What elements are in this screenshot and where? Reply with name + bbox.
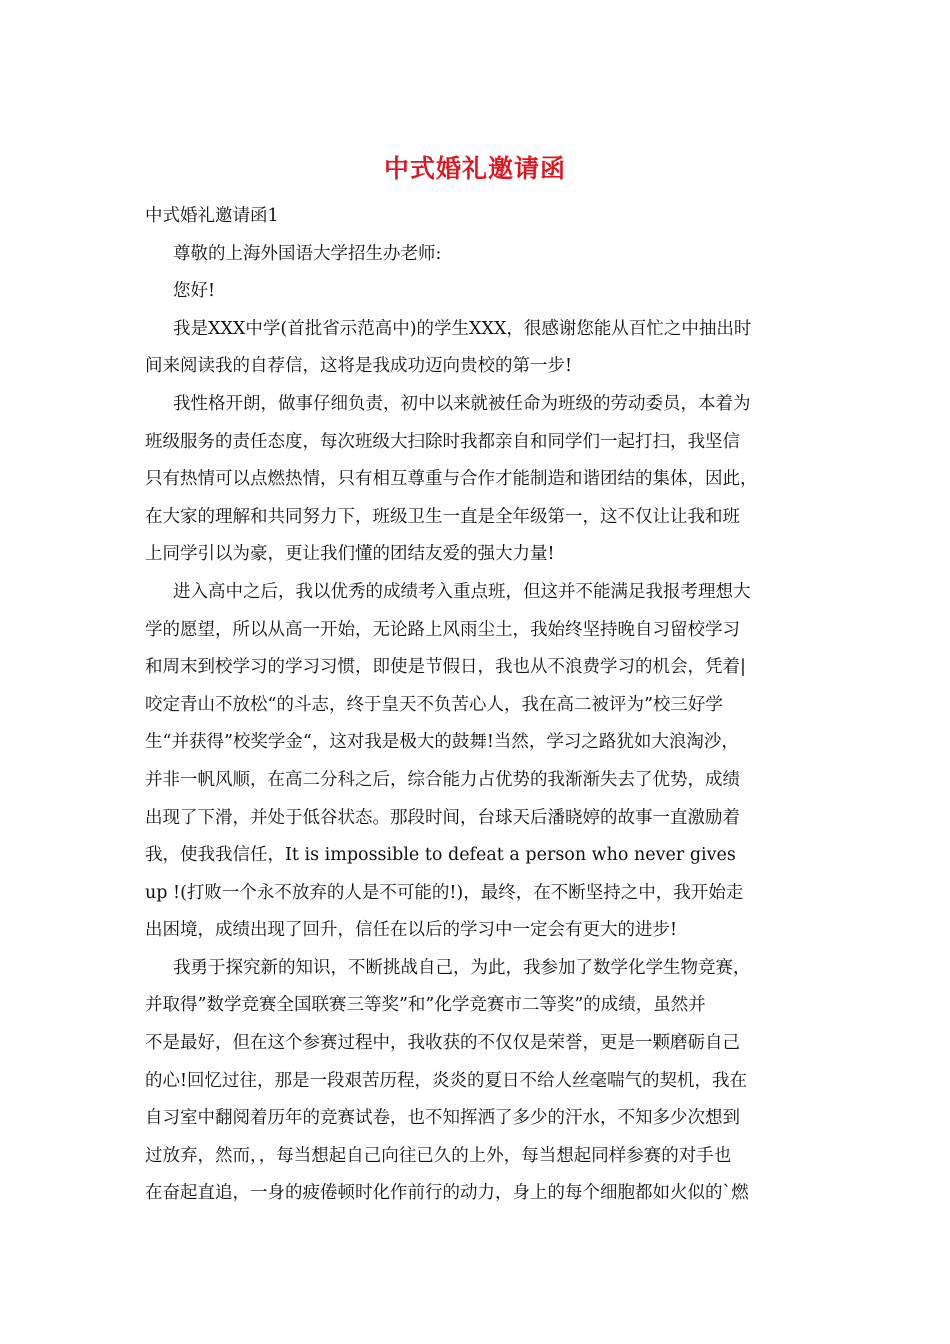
- body-line: 和周末到校学习的学习习惯，即使是节假日，我也从不浪费学习的机会，凭着|: [145, 657, 746, 678]
- body-line: 我是XXX中学(首批省示范高中)的学生XXX，很感谢您能从百忙之中抽出时: [173, 318, 752, 339]
- body-line: 自习室中翻阅着历年的竞赛试卷，也不知挥洒了多少的汗水，不知多少次想到: [145, 1108, 740, 1129]
- body-line: 尊敬的上海外国语大学招生办老师:: [173, 243, 442, 264]
- body-line: 并取得”数学竞赛全国联赛三等奖”和”化学竞赛市二等奖”的成绩，虽然并: [145, 995, 706, 1016]
- body-line: 咬定青山不放松“的斗志，终于皇天不负苦心人，我在高二被评为”校三好学: [145, 694, 723, 715]
- body-line: 学的愿望，所以从高一开始，无论路上风雨尘土，我始终坚持晚自习留校学习: [145, 619, 740, 640]
- body-line: 我勇于探究新的知识，不断挑战自己，为此，我参加了数学化学生物竞赛，: [173, 957, 751, 978]
- body-lines: [145, 236, 815, 1213]
- body-line: up !(打败一个永不放弃的人是不可能的!)，最终，在不断坚持之中，我开始走: [145, 882, 744, 903]
- body-line: 在奋起直追，一身的疲倦顿时化作前行的动力，身上的每个细胞都如火似的`燃: [145, 1183, 749, 1204]
- body-line: 我性格开朗，做事仔细负责，初中以来就被任命为班级的劳动委员，本着为: [173, 393, 751, 414]
- body-line: 间来阅读我的自荐信，这将是我成功迈向贵校的第一步!: [145, 356, 573, 377]
- document-subtitle: 中式婚礼邀请函1: [145, 206, 279, 226]
- body-line: 只有热情可以点燃热情，只有相互尊重与合作才能制造和谐团结的集体，因此，: [145, 469, 758, 490]
- document-body: [145, 198, 815, 1213]
- body-line: 我，使我我信任，It is impossible to defeat a person who never gives: [145, 845, 736, 866]
- body-line: 过放弃，然而，，每当想起自己向往已久的上外，每当想起同样参赛的对手也: [145, 1145, 732, 1166]
- body-line: 您好!: [173, 281, 216, 302]
- body-line: 不是最好，但在这个参赛过程中，我收获的不仅仅是荣誉，更是一颗磨砺自己: [145, 1033, 740, 1054]
- body-line: 班级服务的责任态度，每次班级大扫除时我都亲自和同学们一起打扫，我坚信: [145, 431, 740, 452]
- body-line: 进入高中之后，我以优秀的成绩考入重点班，但这并不能满足我报考理想大: [173, 581, 751, 602]
- body-line: 出困境，成绩出现了回升，信任在以后的学习中一定会有更大的进步!: [145, 920, 678, 941]
- body-line: 出现了下滑，并处于低谷状态。那段时间，台球天后潘晓婷的故事一直激励着: [145, 807, 740, 828]
- body-line: 在大家的理解和共同努力下，班级卫生一直是全年级第一，这不仅让让我和班: [145, 506, 740, 527]
- body-line: 的心!回忆过往，那是一段艰苦历程，炎炎的夏日不给人丝毫喘气的契机，我在: [145, 1070, 748, 1091]
- body-line: 生“并获得”校奖学金“，这对我是极大的鼓舞!当然，学习之路犹如大浪淘沙，: [145, 732, 739, 753]
- document-title: 中式婚礼邀请函: [383, 154, 566, 183]
- body-line: 上同学引以为豪，更让我们懂的团结友爱的强大力量!: [145, 544, 555, 565]
- body-line: 并非一帆风顺，在高二分科之后，综合能力占优势的我渐渐失去了优势，成绩: [145, 769, 740, 790]
